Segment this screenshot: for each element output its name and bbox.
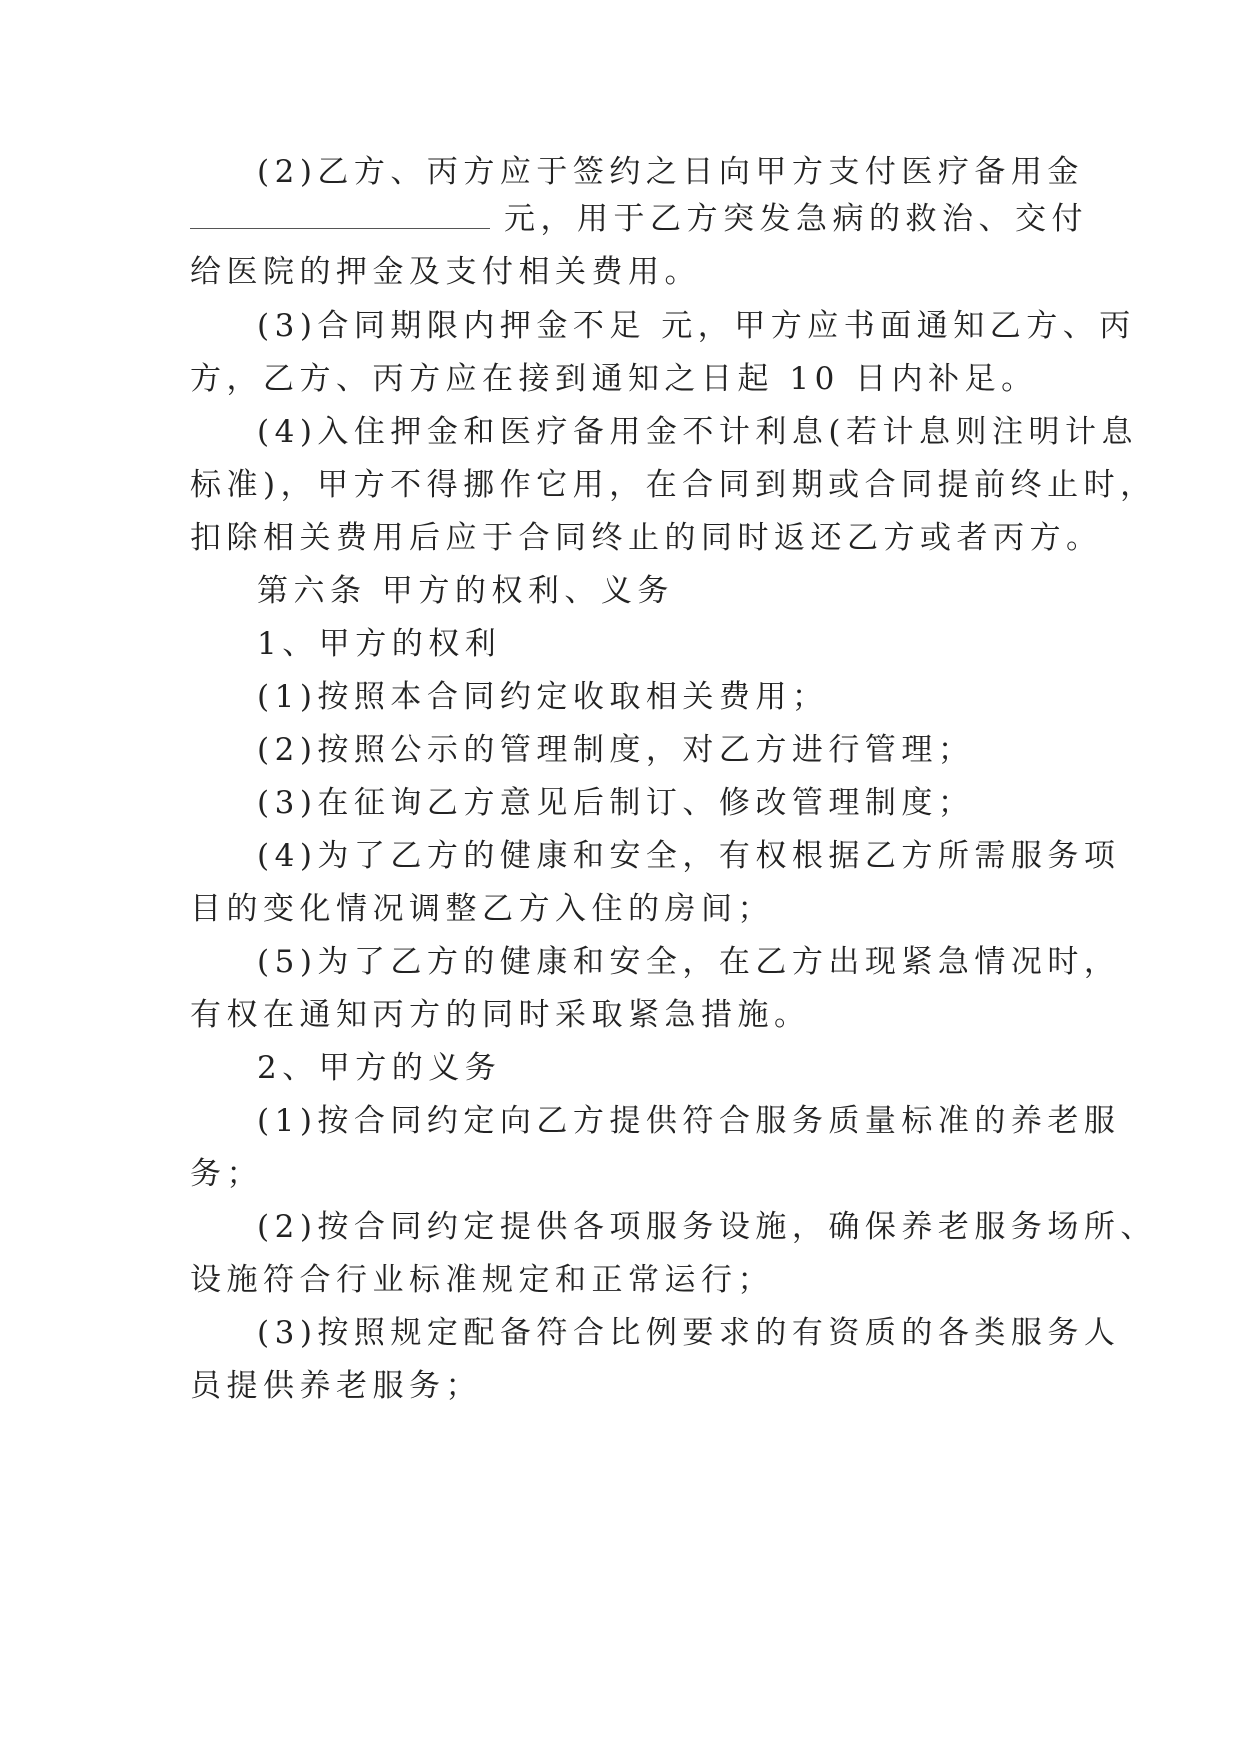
paragraph-line: (3)在征询乙方意见后制订、修改管理制度； [257,785,975,821]
paragraph-line: 标准)，甲方不得挪作它用，在合同到期或合同提前终止时， [190,467,1157,503]
paragraph-line: 目的变化情况调整乙方入住的房间； [190,891,774,927]
fill-in-blank [190,200,490,229]
paragraph-line: (1)按合同约定向乙方提供符合服务质量标准的养老服 [257,1103,1121,1139]
paragraph-line: (2)按照公示的管理制度，对乙方进行管理； [257,732,975,768]
paragraph-line: (4)为了乙方的健康和安全，有权根据乙方所需服务项 [257,838,1121,874]
paragraph-line: 有权在通知丙方的同时采取紧急措施。 [190,997,811,1033]
paragraph-line: 扣除相关费用后应于合同终止的同时返还乙方或者丙方。 [190,520,1103,556]
paragraph-line: (5)为了乙方的健康和安全，在乙方出现紧急情况时， [257,944,1121,980]
subsection-heading: 2、甲方的义务 [257,1050,502,1086]
paragraph-line: (1)按照本合同约定收取相关费用； [257,679,829,715]
paragraph-line: (2)按合同约定提供各项服务设施，确保养老服务场所、 [257,1209,1157,1245]
paragraph-line: (4)入住押金和医疗备用金不计利息(若计息则注明计息 [257,414,1139,450]
paragraph-line: (3)合同期限内押金不足 元，甲方应书面通知乙方、丙 [257,308,1136,344]
section-heading: 第六条 甲方的权利、义务 [257,573,674,609]
paragraph-line-text: 元，用于乙方突发急病的救治、交付 [504,201,1088,237]
subsection-heading: 1、甲方的权利 [257,626,502,662]
paragraph-line: (2)乙方、丙方应于签约之日向甲方支付医疗备用金 [257,154,1084,190]
paragraph-line: 方，乙方、丙方应在接到通知之日起 10 日内补足。 [190,361,1038,397]
paragraph-line: 设施符合行业标准规定和正常运行； [190,1262,774,1298]
paragraph-line: 务； [190,1156,263,1192]
paragraph-line: (3)按照规定配备符合比例要求的有资质的各类服务人 [257,1315,1121,1351]
paragraph-line: 给医院的押金及支付相关费用。 [190,254,701,290]
paragraph-line: 员提供养老服务； [190,1368,482,1404]
paragraph-line [190,199,1088,239]
